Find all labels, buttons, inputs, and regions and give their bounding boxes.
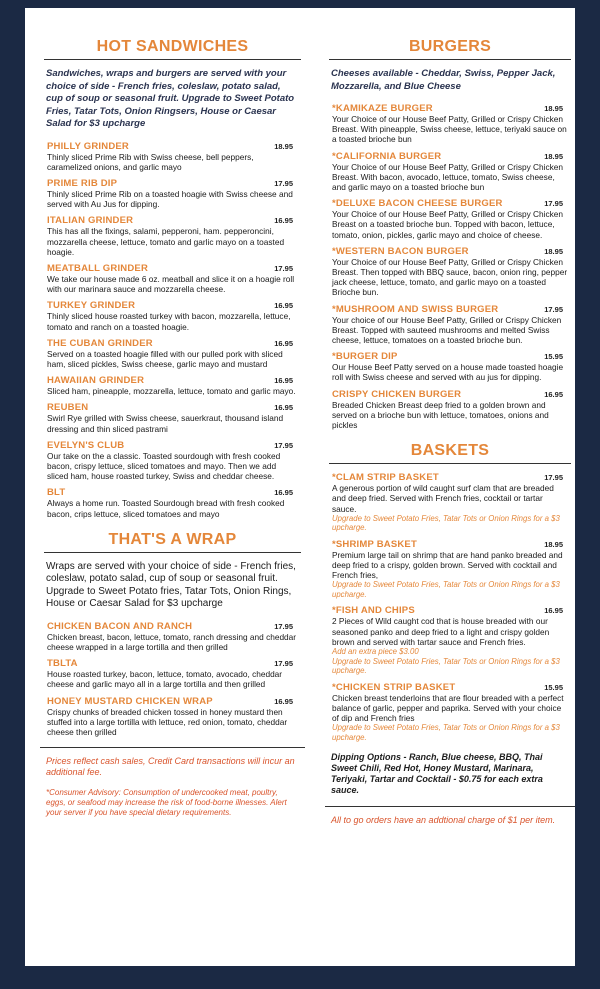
menu-item-price: 17.95 — [544, 304, 563, 314]
menu-item-header — [332, 304, 569, 315]
menu-item — [332, 103, 569, 145]
menu-item-description: Swirl Rye grilled with Swiss cheese, sauerkraut, thousand island dressing and thin sliced pastrami — [47, 413, 284, 434]
menu-item-header — [332, 472, 569, 483]
menu-item-price: 16.95 — [274, 376, 293, 386]
menu-item-name: *KAMIKAZE BURGER — [332, 103, 433, 114]
menu-item-name: ITALIAN GRINDER — [47, 215, 134, 227]
menu-item-price: 16.95 — [274, 301, 293, 311]
menu-item-price: 17.95 — [544, 199, 563, 209]
menu-item-name: CHICKEN BACON AND RANCH — [47, 620, 193, 632]
menu-item-description: This has all the fixings, salami, pepperoni, ham. pepperoncini, mozzarella cheese, lettuce, tomato and garlic mayo on a toasted hoagie. — [47, 226, 285, 257]
menu-item — [47, 178, 299, 209]
menu-item — [47, 338, 299, 369]
menu-item-price: 17.95 — [274, 440, 293, 450]
menu-item — [47, 141, 299, 172]
menu-item-upgrade: Upgrade to Sweet Potato Fries, Tatar Tots or Onion Rings for a $3 upcharge. — [332, 723, 560, 742]
menu-item-name: CRISPY CHICKEN BURGER — [332, 388, 462, 400]
burgers-intro: Cheeses available - Cheddar, Swiss, Pepper Jack, Mozzarella, and Blue Cheese — [331, 68, 556, 92]
wrap-heading: THAT'S A WRAP — [44, 531, 301, 553]
menu-item — [47, 300, 299, 331]
menu-item-price: 16.95 — [544, 389, 563, 399]
menu-item-description: Sliced ham, pineapple, mozzarella, lettuce, tomato and garlic mayo. — [47, 386, 296, 397]
menu-item-header — [47, 440, 299, 451]
menu-item-name: *DELUXE BACON CHEESE BURGER — [332, 198, 503, 210]
menu-item-name: HONEY MUSTARD CHICKEN WRAP — [47, 695, 213, 707]
menu-item-header — [332, 103, 569, 114]
menu-item-name: TURKEY GRINDER — [47, 300, 136, 312]
divider — [325, 806, 575, 807]
menu-item-price: 18.95 — [544, 151, 563, 161]
menu-item-name: *MUSHROOM AND SWISS BURGER — [332, 303, 499, 315]
menu-item-extra: Add an extra piece $3.00 — [332, 647, 419, 657]
menu-item-name: *FISH AND CHIPS — [332, 605, 415, 617]
menu-item-price: 18.95 — [544, 104, 563, 113]
menu-item — [332, 539, 569, 600]
menu-item-name: REUBEN — [47, 402, 89, 414]
menu-item-price: 18.95 — [544, 246, 563, 256]
left-column — [40, 38, 305, 818]
menu-item — [47, 402, 299, 433]
menu-item-price: 16.95 — [274, 403, 293, 413]
menu-item-description: Your choice of our House Beef Patty, Grilled or Crispy Chicken Breast. Topped with sauteed mushrooms and melted Swiss cheese, lettuce, tomatoes on a toasted brioche bun. — [332, 314, 562, 346]
menu-item — [332, 682, 569, 743]
menu-item-description: Chicken breast, bacon, lettuce, tomato, ranch dressing and cheddar cheese wrapped in a large tortilla and then grilled — [47, 631, 297, 652]
menu-item-name: TBLTA — [47, 658, 78, 670]
menu-item — [47, 487, 299, 518]
menu-item-header — [47, 338, 299, 349]
menu-item-description: Thinly sliced Prime Rib with Swiss cheese, bell peppers, caramelized onions, and garlic mayo — [47, 151, 254, 172]
menu-item-header — [47, 621, 299, 632]
menu-item-description: Premium large tail on shrimp that are hand panko breaded and deep fried to a crispy, golden brown. Served with cocktail and French fries, — [332, 549, 563, 581]
menu-item-header — [332, 539, 569, 550]
menu-item-header — [47, 263, 299, 274]
menu-item-description: Our House Beef Patty served on a house made toasted hoagie roll with Swiss cheese and served with au jus for dipping. — [332, 362, 564, 383]
dipping-options: Dipping Options - Ranch, Blue cheese, BBQ, Thai Sweet Chili, Red Hot, Honey Mustard, Marinara, Teriyaki, Tartar and Cocktail - $0.75 for each extra sauce. — [331, 752, 543, 796]
menu-item-name: MEATBALL GRINDER — [47, 262, 149, 274]
right-column — [325, 38, 575, 826]
menu-item-price: 15.95 — [544, 682, 563, 692]
menu-item — [47, 696, 299, 738]
menu-item-header — [47, 487, 299, 498]
hot-sandwiches-list — [40, 141, 305, 519]
menu-page — [25, 8, 575, 966]
to-go-note: All to go orders have an addtional charge of $1 per item. — [331, 815, 556, 826]
menu-item-header — [47, 215, 299, 226]
menu-item-price: 16.95 — [544, 606, 563, 616]
menu-item-header — [47, 300, 299, 311]
consumer-advisory: *Consumer Advisory: Consumption of undercooked meat, poultry, eggs, or seafood may increase the risk of food-borne illnesses. Alert your server if you have special dietary requirements. — [46, 788, 287, 818]
menu-item-name: *WESTERN BACON BURGER — [332, 245, 469, 257]
menu-item-description: Your Choice of our House Beef Patty, Grilled or Crispy Chicken Breast. With pineapple, Swiss cheese, lettuce, teriyaki sauce on a toasted brioche bun — [332, 114, 567, 145]
menu-item — [47, 375, 299, 396]
menu-item — [47, 658, 299, 689]
menu-item-upgrade: Upgrade to Sweet Potato Fries, Tatar Tots or Onion Rings for a $3 upcharge. — [332, 513, 560, 533]
menu-item-name: BLT — [47, 487, 66, 499]
menu-item-header — [332, 198, 569, 209]
menu-item-header — [47, 658, 299, 669]
menu-item — [47, 215, 299, 257]
menu-item-header — [332, 151, 569, 162]
menu-item-header — [332, 246, 569, 257]
wrap-list — [40, 621, 305, 737]
prices-note: Prices reflect cash sales, Credit Card transactions will incur an additional fee. — [46, 756, 295, 778]
menu-item — [332, 472, 569, 533]
menu-item — [332, 198, 569, 240]
menu-item-name: HAWAIIAN GRINDER — [47, 375, 145, 387]
menu-item-name: *SHRIMP BASKET — [332, 538, 417, 550]
menu-item-header — [47, 141, 299, 152]
menu-item — [332, 351, 569, 382]
menu-item-description: Breaded Chicken Breast deep fried to a golden brown and served on a brioche bun with lettuce, tomatoes, onions and pickles — [332, 399, 549, 431]
menu-item-price: 17.95 — [274, 659, 293, 669]
menu-item-description: Our take on the a classic. Toasted sourdough with fresh cooked bacon, crispy lettuce, sliced tomatoes and mayo. Then we add sliced ham, house roasted turkey, Swiss and cheddar cheese. — [47, 450, 281, 482]
menu-item-price: 17.95 — [274, 178, 293, 188]
menu-item — [332, 151, 569, 193]
menu-item-upgrade: Upgrade to Sweet Potato Fries, Tatar Tots or Onion Rings for a $3 upcharge. — [332, 580, 560, 599]
menu-item-price: 17.95 — [274, 621, 293, 631]
divider — [40, 747, 305, 748]
menu-item-upgrade: Upgrade to Sweet Potato Fries, Tatar Tots or Onion Rings for a $3 upcharge. — [332, 656, 560, 676]
menu-item-header — [332, 351, 569, 362]
menu-item-description: Crispy chunks of breaded chicken tossed in honey mustard then stuffed into a large tortilla with lettuce, red onion, tomato, cheddar cheese then grilled — [47, 706, 288, 737]
menu-item — [47, 440, 299, 482]
wrap-intro: Wraps are served with your choice of side - French fries, coleslaw, potato salad, cup of soup or seasonal fruit. Upgrade to Sweet Potato fries, Tatar Tots, Onion Rings, House or Caesar Salad for $3 upcharge — [46, 560, 296, 610]
menu-item-price: 16.95 — [274, 216, 293, 226]
menu-item — [47, 263, 299, 294]
menu-item-name: *CLAM STRIP BASKET — [332, 472, 439, 484]
menu-item-header — [47, 375, 299, 386]
menu-item-description: Your Choice of our House Beef Patty, Grilled or Crispy Chicken Breast. Then topped with BBQ sauce, bacon, onion ring, pepper jack cheese, lettuce, tomato, and garlic mayo on a toasted Brioche bun. — [332, 256, 568, 298]
menu-item-name: *CALIFORNIA BURGER — [332, 150, 442, 162]
menu-item — [332, 605, 569, 675]
menu-item-price: 17.95 — [274, 263, 293, 273]
menu-item-description: Always a home run. Toasted Sourdough bread with fresh cooked bacon, crips lettuce, sliced tomatoes and mayo — [47, 498, 285, 519]
menu-item-description: Served on a toasted hoagie filled with our pulled pork with sliced ham, sliced pickles, Swiss cheese, garlic mayo and mustard — [47, 348, 283, 369]
menu-item-description: Thinly sliced house roasted turkey with bacon, mozzarella, lettuce, tomato and ranch on a toasted hoagie. — [47, 311, 291, 332]
menu-item-name: *BURGER DIP — [332, 351, 398, 363]
burgers-list — [325, 103, 575, 430]
menu-item — [332, 389, 569, 431]
menu-item — [332, 304, 569, 346]
burgers-heading: BURGERS — [329, 38, 571, 60]
menu-item-header — [332, 605, 569, 616]
menu-item-header — [332, 682, 569, 693]
hot-sandwiches-heading: HOT SANDWICHES — [44, 38, 301, 60]
menu-item — [332, 246, 569, 298]
baskets-list — [325, 472, 575, 742]
menu-item — [47, 621, 299, 652]
menu-item-description: A generous portion of wild caught surf clam that are breaded and deep fried. Served with French fries, cocktail or tartar sauce. — [332, 483, 554, 514]
menu-item-header — [47, 402, 299, 413]
menu-item-name: THE CUBAN GRINDER — [47, 337, 153, 349]
menu-item-price: 16.95 — [274, 488, 293, 498]
menu-item-description: We take our house made 6 oz. meatball and slice it on a hoagie roll with our marinara sauce and mozzarella cheese. — [47, 273, 295, 295]
menu-item-description: Your Choice of our House Beef Patty, Grilled or Crispy Chicken Breast on a toasted brioche bun. Topped with bacon, lettuce, tomato, onion, pickles, garlic mayo and choice of cheese. — [332, 209, 564, 240]
menu-item-header — [47, 696, 299, 707]
menu-item-header — [47, 178, 299, 189]
menu-item-name: PHILLY GRINDER — [47, 140, 129, 152]
menu-item-price: 16.95 — [274, 338, 293, 348]
menu-item-header — [332, 389, 569, 400]
baskets-heading: BASKETS — [329, 442, 571, 464]
menu-item-name: *CHICKEN STRIP BASKET — [332, 681, 456, 693]
menu-item-description: 2 Pieces of Wild caught cod that is house breaded with our seasoned panko and deep fried to a light and crispy golden brown and served with tartar sauce and French fries. — [332, 616, 550, 647]
menu-item-price: 16.95 — [274, 696, 293, 706]
menu-item-description: Chicken breast tenderloins that are flour breaded with a perfect balance of garlic, pepper and paprika. Served with your choice of dip and French fries — [332, 692, 564, 723]
hot-sandwiches-intro: Sandwiches, wraps and burgers are served with your choice of side - French fries, coleslaw, potato salad, cup of soup or seasonal fruit. Upgrade to Sweet Potato Fries, Tatar Tots, Onion Ringsers, House or Caesar Salad for $3 upcharge — [46, 68, 295, 129]
menu-item-description: Your Choice of our House Beef Patty, Grilled or Crispy Chicken Breast. With bacon, avocado, lettuce, tomato, Swiss cheese, and garlic mayo on a toasted brioche bun — [332, 161, 564, 193]
menu-item-description: House roasted turkey, bacon, lettuce, tomato, avocado, cheddar cheese and garlic mayo all in a large tortilla and then grilled — [47, 669, 283, 690]
menu-item-price: 18.95 — [274, 141, 293, 151]
menu-item-price: 15.95 — [544, 352, 563, 362]
menu-item-description: Thinly sliced Prime Rib on a toasted hoagie with Swiss cheese and served with Au Jus for dipping. — [47, 188, 293, 210]
menu-item-name: PRIME RIB DIP — [47, 177, 118, 189]
menu-item-name: EVELYN'S CLUB — [47, 439, 125, 451]
menu-item-price: 17.95 — [544, 473, 563, 483]
menu-item-price: 18.95 — [544, 539, 563, 549]
